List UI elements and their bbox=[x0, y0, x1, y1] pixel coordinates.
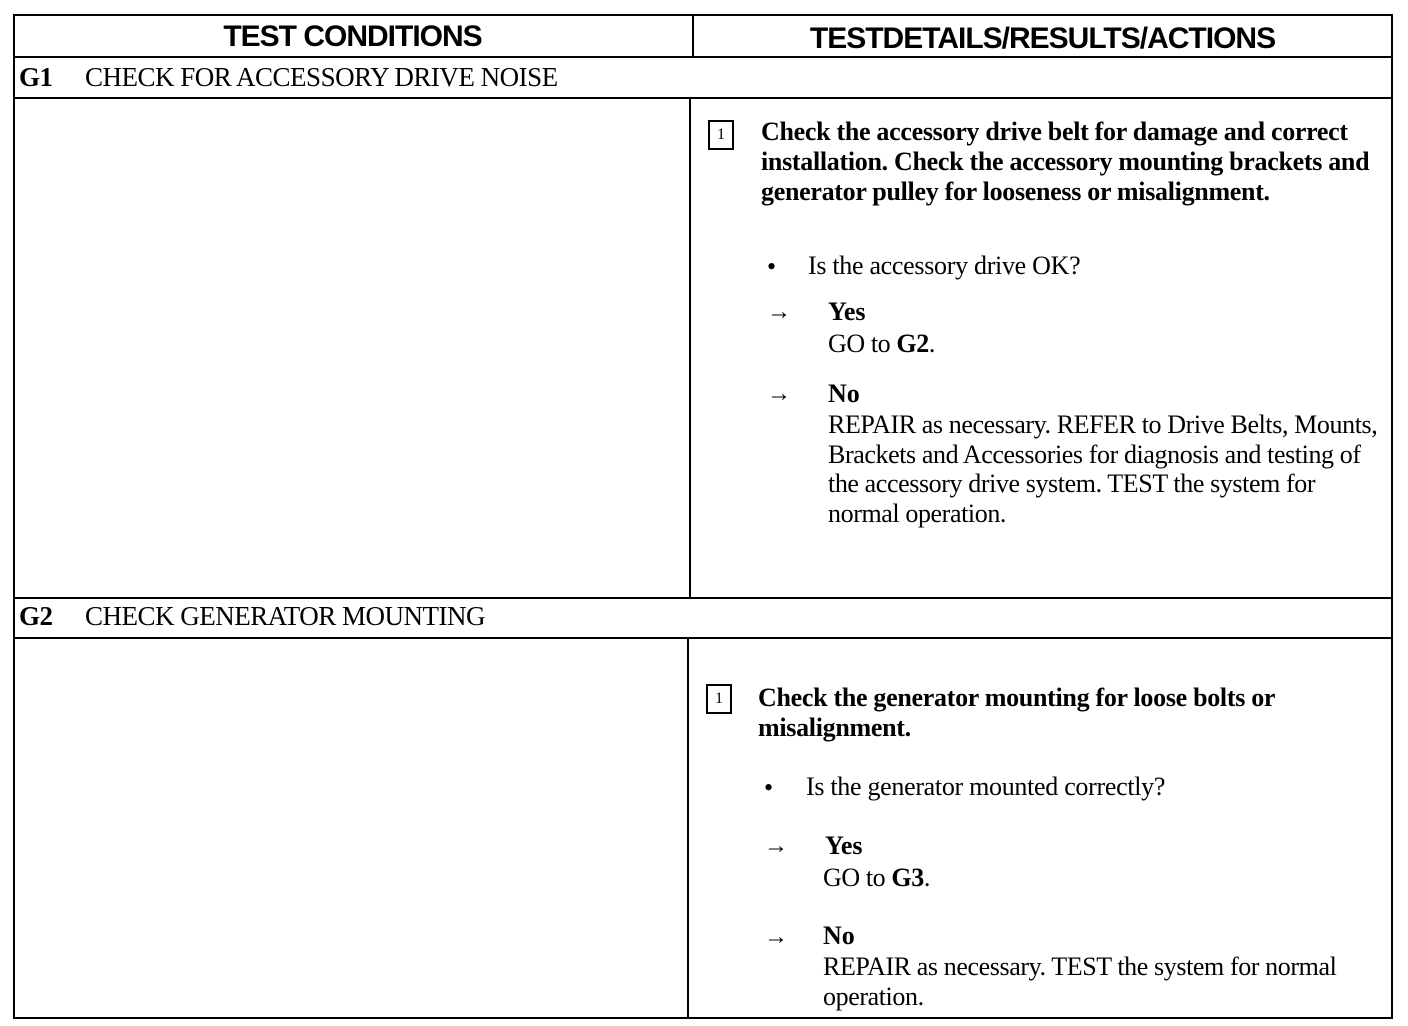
g1-no-action: REPAIR as necessary. REFER to Drive Belts, Mounts, Brackets and Accessories for diagnosis and testing of the accessory drive system. TEST the system for normal operation. bbox=[828, 410, 1378, 528]
g2-section-title bbox=[19, 601, 485, 632]
g2-yes-label: Yes bbox=[825, 831, 863, 860]
g2-step-number-box: 1 bbox=[706, 684, 732, 714]
g2-step-id: G2 bbox=[19, 601, 53, 631]
table-border-left bbox=[13, 14, 15, 1019]
g2-question: Is the generator mounted correctly? bbox=[806, 772, 1166, 801]
g1-step-id: G1 bbox=[19, 62, 53, 92]
g2-yes-prefix: GO to bbox=[823, 863, 892, 892]
header-divider bbox=[13, 56, 1393, 58]
g1-no-arrow: → bbox=[767, 381, 791, 407]
g2-no-action: REPAIR as necessary. TEST the system for normal operation. bbox=[823, 952, 1337, 1011]
g1-yes-action bbox=[828, 329, 935, 359]
g1-section-title bbox=[19, 62, 558, 93]
g2-title-text: CHECK GENERATOR MOUNTING bbox=[85, 601, 486, 631]
g1-step-text: Check the accessory drive belt for damage and correct installation. Check the accessory mounting brackets and generator pulley for looseness or misalignment. bbox=[761, 117, 1370, 206]
g1-yes-prefix: GO to bbox=[828, 329, 897, 358]
g2-yes-action bbox=[823, 863, 930, 893]
table-border-top bbox=[13, 14, 1393, 16]
g1-yes-target: G2 bbox=[896, 329, 929, 358]
g1-bottom-divider bbox=[13, 597, 1393, 599]
g2-step-text: Check the generator mounting for loose bolts or misalignment. bbox=[758, 683, 1275, 742]
g2-title-divider bbox=[13, 637, 1393, 639]
g1-step-number-box: 1 bbox=[708, 120, 734, 150]
table-border-right bbox=[1391, 14, 1393, 1019]
g2-no-label: No bbox=[823, 921, 855, 950]
g2-yes-target: G3 bbox=[891, 863, 924, 892]
g2-yes-suffix: . bbox=[923, 863, 930, 892]
header-test-conditions: TEST CONDITIONS bbox=[223, 20, 482, 53]
table-border-bottom bbox=[13, 1017, 1393, 1019]
column-divider-g2 bbox=[687, 638, 689, 1018]
g1-no-label: No bbox=[828, 379, 860, 408]
g1-question: Is the accessory drive OK? bbox=[808, 251, 1081, 280]
g1-bullet: • bbox=[767, 252, 777, 281]
header-test-details: TESTDETAILS/RESULTS/ACTIONS bbox=[809, 22, 1276, 55]
g1-yes-suffix: . bbox=[928, 329, 935, 358]
g1-yes-label: Yes bbox=[828, 297, 866, 326]
g2-bullet: • bbox=[764, 773, 774, 802]
diagnostic-table bbox=[13, 14, 1393, 1019]
g1-title-text: CHECK FOR ACCESSORY DRIVE NOISE bbox=[85, 62, 558, 92]
g1-title-divider bbox=[13, 97, 1393, 99]
column-divider-g1 bbox=[689, 98, 691, 598]
g2-yes-arrow: → bbox=[764, 833, 788, 859]
g1-yes-arrow: → bbox=[767, 299, 791, 325]
g2-no-arrow: → bbox=[764, 924, 788, 950]
